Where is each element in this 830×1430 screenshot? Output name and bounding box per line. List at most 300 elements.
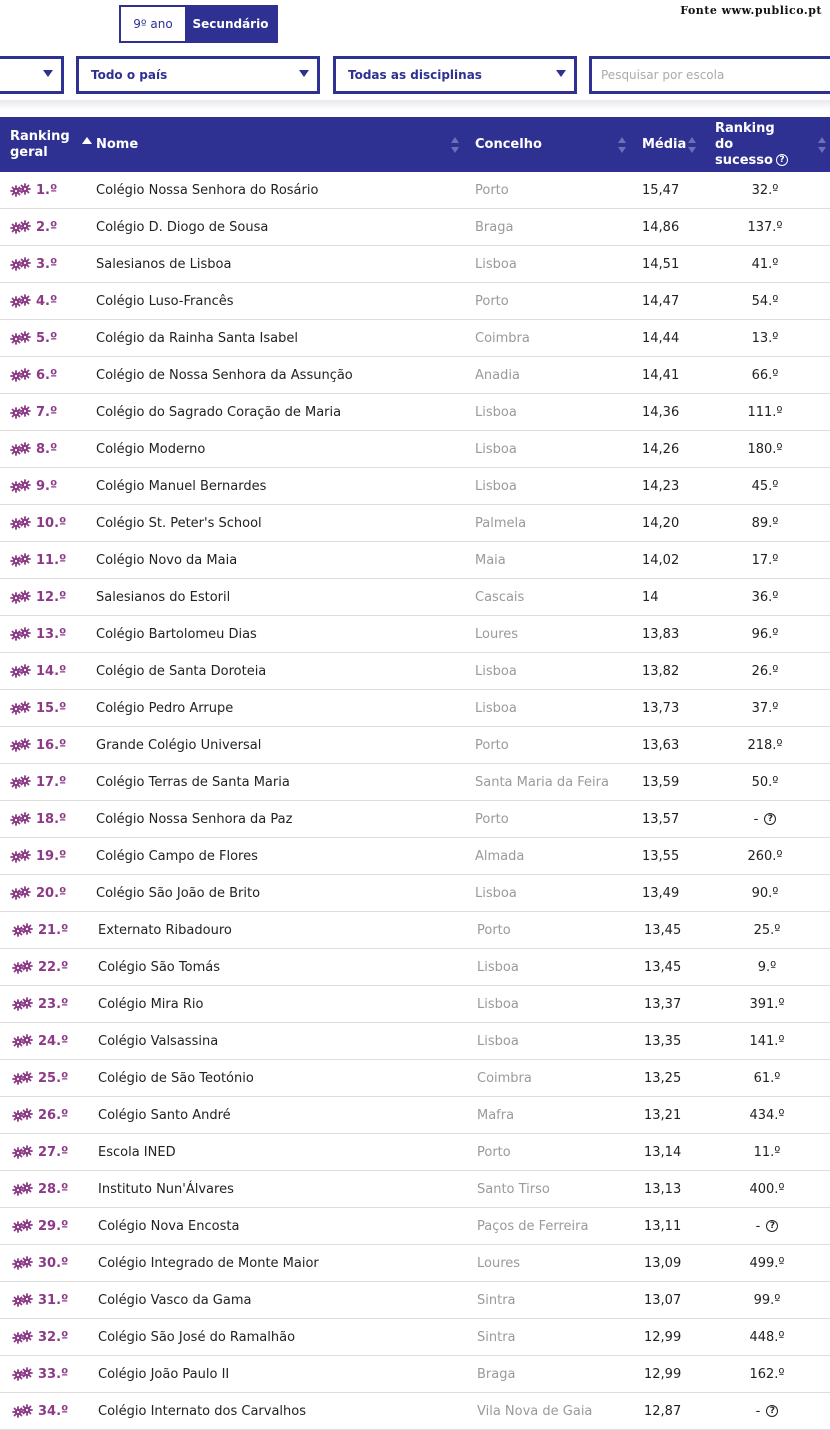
school-success-rank xyxy=(717,912,817,948)
school-success-rank xyxy=(715,690,815,726)
sort-icon[interactable] xyxy=(688,137,696,153)
table-row[interactable] xyxy=(0,1134,830,1171)
row-rank xyxy=(10,505,66,541)
school-name[interactable]: Colégio Manuel Bernardes xyxy=(96,478,267,494)
gears-icon xyxy=(12,1108,34,1122)
help-icon[interactable]: ? xyxy=(764,813,776,825)
table-row[interactable] xyxy=(0,394,830,431)
school-concelho: Palmela xyxy=(475,515,527,531)
school-name[interactable]: Colégio Luso-Francês xyxy=(96,293,234,309)
row-rank xyxy=(12,1060,68,1096)
table-row[interactable] xyxy=(0,1319,830,1356)
school-name[interactable]: Colégio Vasco da Gama xyxy=(98,1292,252,1308)
row-rank xyxy=(10,764,66,800)
table-row[interactable] xyxy=(0,431,830,468)
gears-icon xyxy=(10,849,32,863)
gears-icon xyxy=(12,1330,34,1344)
school-media: 13,25 xyxy=(644,1070,682,1086)
school-media: 14,51 xyxy=(642,256,680,272)
school-concelho: Coimbra xyxy=(475,330,530,346)
rank-value: 5.º xyxy=(36,330,58,346)
gears-icon xyxy=(12,1182,34,1196)
school-concelho: Lisboa xyxy=(477,959,519,975)
gears-icon xyxy=(10,701,32,715)
school-concelho: Sintra xyxy=(477,1292,516,1308)
school-media: 13,21 xyxy=(644,1107,682,1123)
row-rank xyxy=(12,1282,68,1318)
table-row[interactable] xyxy=(0,542,830,579)
school-name[interactable]: Colégio Internato dos Carvalhos xyxy=(98,1403,306,1419)
school-concelho: Porto xyxy=(475,737,509,753)
school-success-rank xyxy=(717,1319,817,1355)
toggle-secundario[interactable]: Secundário xyxy=(185,7,276,41)
rank-value: 34.º xyxy=(38,1403,69,1419)
success-value: - xyxy=(753,811,759,827)
school-media: 13,45 xyxy=(644,922,682,938)
gears-icon xyxy=(10,775,32,789)
success-value: 218.º xyxy=(747,737,783,753)
gears-icon xyxy=(12,1219,34,1233)
table-row[interactable] xyxy=(0,1245,830,1282)
row-rank xyxy=(12,1171,68,1207)
table-row[interactable] xyxy=(0,1060,830,1097)
school-name[interactable]: Colégio Novo da Maia xyxy=(96,552,238,568)
table-row[interactable] xyxy=(0,1356,830,1393)
success-value: 180.º xyxy=(747,441,783,457)
success-value: 37.º xyxy=(751,700,779,716)
school-concelho: Porto xyxy=(477,1144,511,1160)
gears-icon xyxy=(10,183,32,197)
school-media: 13,73 xyxy=(642,700,680,716)
rank-value: 19.º xyxy=(36,848,67,864)
filter-select-region[interactable] xyxy=(76,56,320,94)
school-name[interactable]: Salesianos do Estoril xyxy=(96,589,231,605)
success-value: 45.º xyxy=(751,478,779,494)
school-concelho: Lisboa xyxy=(475,885,517,901)
table-row[interactable] xyxy=(0,172,830,209)
school-success-rank xyxy=(715,801,815,837)
school-success-rank xyxy=(717,986,817,1022)
toggle-9-ano[interactable]: 9º ano xyxy=(121,7,185,41)
school-name[interactable]: Colégio da Rainha Santa Isabel xyxy=(96,330,298,346)
school-name[interactable]: Colégio Moderno xyxy=(96,441,206,457)
school-name[interactable]: Colégio Campo de Flores xyxy=(96,848,258,864)
school-success-rank xyxy=(715,542,815,578)
table-row[interactable] xyxy=(0,1393,830,1430)
table-header xyxy=(0,117,830,172)
gears-icon xyxy=(12,1145,34,1159)
row-rank xyxy=(10,246,57,282)
rank-value: 25.º xyxy=(38,1070,69,1086)
table-row[interactable] xyxy=(0,579,830,616)
gears-icon xyxy=(10,664,32,678)
gears-icon xyxy=(12,1256,34,1270)
success-value: 17.º xyxy=(751,552,779,568)
school-media: 14,86 xyxy=(642,219,680,235)
row-rank xyxy=(10,801,66,837)
row-rank xyxy=(10,838,66,874)
help-icon[interactable]: ? xyxy=(766,1405,778,1417)
table-row[interactable] xyxy=(0,320,830,357)
table-row[interactable] xyxy=(0,912,830,949)
row-rank xyxy=(12,1319,68,1355)
school-success-rank xyxy=(715,653,815,689)
school-name[interactable]: Colégio São José do Ramalhão xyxy=(98,1329,296,1345)
sort-icon[interactable] xyxy=(618,137,626,153)
gears-icon xyxy=(10,812,32,826)
success-value: 90.º xyxy=(751,885,779,901)
school-name[interactable]: Colégio Santo André xyxy=(98,1107,231,1123)
school-concelho: Coimbra xyxy=(477,1070,532,1086)
row-rank xyxy=(12,1245,68,1281)
school-success-rank xyxy=(715,283,815,319)
source-credit: Fonte www.publico.pt xyxy=(680,4,822,17)
row-rank xyxy=(10,616,66,652)
school-media: 13,55 xyxy=(642,848,680,864)
table-row[interactable] xyxy=(0,1097,830,1134)
row-rank xyxy=(12,986,68,1022)
school-success-rank xyxy=(717,1171,817,1207)
school-media: 13,45 xyxy=(644,959,682,975)
table-row[interactable] xyxy=(0,1171,830,1208)
row-rank xyxy=(12,1097,68,1133)
school-concelho: Lisboa xyxy=(475,700,517,716)
success-value: 400.º xyxy=(749,1181,785,1197)
success-value: 36.º xyxy=(751,589,779,605)
gears-icon xyxy=(10,479,32,493)
row-rank xyxy=(10,209,57,245)
table-row[interactable] xyxy=(0,949,830,986)
gears-icon xyxy=(10,368,32,382)
rank-value: 16.º xyxy=(36,737,67,753)
rank-value: 14.º xyxy=(36,663,67,679)
school-success-rank xyxy=(717,1097,817,1133)
rank-value: 8.º xyxy=(36,441,58,457)
school-success-rank xyxy=(717,1208,817,1244)
school-media: 12,87 xyxy=(644,1403,682,1419)
gears-icon xyxy=(12,997,34,1011)
gears-icon xyxy=(10,294,32,308)
gears-icon xyxy=(12,1071,34,1085)
school-success-rank xyxy=(715,357,815,393)
row-rank xyxy=(12,1208,68,1244)
rank-value: 27.º xyxy=(38,1144,69,1160)
success-value: 434.º xyxy=(749,1107,785,1123)
school-name[interactable]: Colégio de Santa Doroteia xyxy=(96,663,267,679)
level-toggle xyxy=(119,5,278,43)
school-name[interactable]: Colégio Pedro Arrupe xyxy=(96,700,234,716)
school-media: 13,35 xyxy=(644,1033,682,1049)
row-rank xyxy=(10,579,66,615)
school-name[interactable]: Grande Colégio Universal xyxy=(96,737,262,753)
row-rank xyxy=(10,431,57,467)
school-media: 14,23 xyxy=(642,478,680,494)
school-success-rank xyxy=(715,875,815,911)
row-rank xyxy=(12,1393,68,1429)
school-concelho: Loures xyxy=(475,626,519,642)
school-media: 13,37 xyxy=(644,996,682,1012)
success-value: 50.º xyxy=(751,774,779,790)
school-name[interactable]: Escola INED xyxy=(98,1144,176,1160)
school-concelho: Braga xyxy=(475,219,514,235)
school-success-rank xyxy=(717,949,817,985)
school-media: 13,11 xyxy=(644,1218,682,1234)
school-name[interactable]: Colégio Nossa Senhora do Rosário xyxy=(96,182,319,198)
column-media-label: Média xyxy=(642,136,687,152)
row-rank xyxy=(10,875,66,911)
school-media: 13,63 xyxy=(642,737,680,753)
table-row[interactable] xyxy=(0,986,830,1023)
school-media: 13,83 xyxy=(642,626,680,642)
rank-value: 18.º xyxy=(36,811,67,827)
gears-icon xyxy=(10,590,32,604)
row-rank xyxy=(10,320,57,356)
school-name[interactable]: Colégio Mira Rio xyxy=(98,996,204,1012)
school-concelho: Mafra xyxy=(477,1107,515,1123)
gears-icon xyxy=(10,442,32,456)
gears-icon xyxy=(12,1293,34,1307)
sort-icon[interactable] xyxy=(451,137,459,153)
school-concelho: Santa Maria da Feira xyxy=(475,774,609,790)
gears-icon xyxy=(10,627,32,641)
rank-value: 33.º xyxy=(38,1366,69,1382)
row-rank xyxy=(12,912,68,948)
school-name[interactable]: Colégio Bartolomeu Dias xyxy=(96,626,257,642)
search-input[interactable] xyxy=(589,56,830,94)
table-body xyxy=(0,172,830,1430)
school-media: 14,47 xyxy=(642,293,680,309)
rank-value: 21.º xyxy=(38,922,69,938)
school-success-rank xyxy=(715,764,815,800)
school-media: 13,82 xyxy=(642,663,680,679)
success-value: 25.º xyxy=(753,922,781,938)
success-value: 99.º xyxy=(753,1292,781,1308)
table-row[interactable] xyxy=(0,1023,830,1060)
success-value: 162.º xyxy=(749,1366,785,1382)
school-success-rank xyxy=(717,1245,817,1281)
school-name[interactable]: Colégio Nossa Senhora da Paz xyxy=(96,811,293,827)
table-row[interactable] xyxy=(0,727,830,764)
table-row[interactable] xyxy=(0,875,830,912)
school-media: 15,47 xyxy=(642,182,680,198)
school-concelho: Anadia xyxy=(475,367,520,383)
column-header-success[interactable] xyxy=(715,117,795,172)
school-media: 14,20 xyxy=(642,515,680,531)
sort-ascending-icon xyxy=(82,137,92,144)
rank-value: 4.º xyxy=(36,293,58,309)
table-row[interactable] xyxy=(0,468,830,505)
rank-value: 22.º xyxy=(38,959,69,975)
school-name[interactable]: Colégio Integrado de Monte Maior xyxy=(98,1255,319,1271)
school-concelho: Lisboa xyxy=(475,404,517,420)
school-name[interactable]: Colégio D. Diogo de Sousa xyxy=(96,219,269,235)
gears-icon xyxy=(10,331,32,345)
school-concelho: Maia xyxy=(475,552,506,568)
school-name[interactable]: Colégio Nova Encosta xyxy=(98,1218,240,1234)
help-icon[interactable]: ? xyxy=(776,154,788,166)
success-value: 9.º xyxy=(757,959,777,975)
school-success-rank xyxy=(715,320,815,356)
gears-icon xyxy=(10,220,32,234)
school-success-rank xyxy=(715,394,815,430)
row-rank xyxy=(12,1356,68,1392)
school-concelho: Braga xyxy=(477,1366,516,1382)
school-media: 12,99 xyxy=(644,1329,682,1345)
rank-value: 12.º xyxy=(36,589,67,605)
success-value: 26.º xyxy=(751,663,779,679)
column-header-concelho[interactable] xyxy=(475,117,542,172)
rank-value: 11.º xyxy=(36,552,67,568)
table-row[interactable] xyxy=(0,690,830,727)
sort-icon[interactable] xyxy=(818,137,826,153)
column-header-media[interactable] xyxy=(642,117,686,172)
rank-value: 17.º xyxy=(36,774,67,790)
school-name[interactable]: Externato Ribadouro xyxy=(98,922,232,938)
row-rank xyxy=(10,357,57,393)
rank-value: 6.º xyxy=(36,367,58,383)
rank-value: 31.º xyxy=(38,1292,69,1308)
gears-icon xyxy=(10,886,32,900)
filter-select-first[interactable] xyxy=(0,56,64,94)
row-rank xyxy=(12,1134,68,1170)
table-row[interactable] xyxy=(0,246,830,283)
school-success-rank xyxy=(715,209,815,245)
school-concelho: Porto xyxy=(477,922,511,938)
row-rank xyxy=(12,949,68,985)
school-concelho: Lisboa xyxy=(475,478,517,494)
rank-value: 13.º xyxy=(36,626,67,642)
rank-value: 28.º xyxy=(38,1181,69,1197)
school-success-rank xyxy=(717,1023,817,1059)
school-concelho: Lisboa xyxy=(477,996,519,1012)
table-row[interactable] xyxy=(0,653,830,690)
row-rank xyxy=(12,1023,68,1059)
school-concelho: Loures xyxy=(477,1255,521,1271)
school-success-rank xyxy=(717,1060,817,1096)
success-value: 137.º xyxy=(747,219,783,235)
gears-icon xyxy=(10,738,32,752)
school-concelho: Vila Nova de Gaia xyxy=(477,1403,593,1419)
rank-value: 7.º xyxy=(36,404,58,420)
school-media: 14 xyxy=(642,589,659,605)
school-success-rank xyxy=(717,1393,817,1429)
school-name[interactable]: Salesianos de Lisboa xyxy=(96,256,232,272)
table-row[interactable] xyxy=(0,1208,830,1245)
school-success-rank xyxy=(717,1134,817,1170)
row-rank xyxy=(10,690,66,726)
school-media: 13,59 xyxy=(642,774,680,790)
school-name[interactable]: Colégio de São Teotónio xyxy=(98,1070,254,1086)
success-value: 111.º xyxy=(747,404,783,420)
rank-value: 15.º xyxy=(36,700,67,716)
gears-icon xyxy=(12,960,34,974)
table-row[interactable] xyxy=(0,764,830,801)
table-row[interactable] xyxy=(0,616,830,653)
rank-value: 23.º xyxy=(38,996,69,1012)
school-media: 13,49 xyxy=(642,885,680,901)
school-media: 14,44 xyxy=(642,330,680,346)
table-row[interactable] xyxy=(0,505,830,542)
rank-value: 26.º xyxy=(38,1107,69,1123)
rank-value: 20.º xyxy=(36,885,67,901)
table-row[interactable] xyxy=(0,209,830,246)
row-rank xyxy=(10,394,57,430)
chevron-down-icon xyxy=(43,70,53,77)
gears-icon xyxy=(12,1034,34,1048)
school-media: 14,02 xyxy=(642,552,680,568)
table-row[interactable] xyxy=(0,838,830,875)
school-name[interactable]: Colégio St. Peter's School xyxy=(96,515,262,531)
rank-value: 2.º xyxy=(36,219,58,235)
rank-value: 24.º xyxy=(38,1033,69,1049)
school-media: 13,07 xyxy=(644,1292,682,1308)
school-name[interactable]: Colégio Valsassina xyxy=(98,1033,219,1049)
school-concelho: Lisboa xyxy=(477,1033,519,1049)
school-media: 14,41 xyxy=(642,367,680,383)
school-name[interactable]: Colégio Terras de Santa Maria xyxy=(96,774,290,790)
school-media: 13,13 xyxy=(644,1181,682,1197)
column-success-text: Ranking do sucesso xyxy=(715,120,775,168)
school-name[interactable]: Instituto Nun'Álvares xyxy=(98,1181,234,1197)
school-name[interactable]: Colégio São João de Brito xyxy=(96,885,261,901)
school-concelho: Lisboa xyxy=(475,441,517,457)
rank-value: 29.º xyxy=(38,1218,69,1234)
success-value: 13.º xyxy=(751,330,779,346)
school-concelho: Lisboa xyxy=(475,256,517,272)
school-name[interactable]: Colégio São Tomás xyxy=(98,959,220,975)
success-value: 66.º xyxy=(751,367,779,383)
filter-region-label: Todo o país xyxy=(91,68,168,82)
table-row[interactable] xyxy=(0,357,830,394)
school-media: 13,09 xyxy=(644,1255,682,1271)
school-name[interactable]: Colégio do Sagrado Coração de Maria xyxy=(96,404,342,420)
table-row[interactable] xyxy=(0,801,830,838)
column-success-label xyxy=(715,121,795,169)
gears-icon xyxy=(12,1404,34,1418)
school-name[interactable]: Colégio de Nossa Senhora da Assunção xyxy=(96,367,353,383)
filter-select-discipline[interactable] xyxy=(333,56,577,94)
row-rank xyxy=(10,727,66,763)
school-media: 13,14 xyxy=(644,1144,682,1160)
school-media: 14,26 xyxy=(642,441,680,457)
success-value: 54.º xyxy=(751,293,779,309)
school-media: 14,36 xyxy=(642,404,680,420)
chevron-down-icon xyxy=(556,70,566,77)
rank-value: 1.º xyxy=(36,182,58,198)
school-name[interactable]: Colégio João Paulo II xyxy=(98,1366,230,1382)
school-concelho: Porto xyxy=(475,182,509,198)
school-success-rank xyxy=(715,579,815,615)
success-value: 41.º xyxy=(751,256,779,272)
row-rank xyxy=(10,172,57,208)
school-concelho: Lisboa xyxy=(475,663,517,679)
table-row[interactable] xyxy=(0,283,830,320)
success-value: 260.º xyxy=(747,848,783,864)
school-media: 13,57 xyxy=(642,811,680,827)
success-value: 96.º xyxy=(751,626,779,642)
divider xyxy=(0,100,830,110)
school-concelho: Almada xyxy=(475,848,525,864)
column-header-name[interactable] xyxy=(96,117,138,172)
school-success-rank xyxy=(717,1356,817,1392)
success-value: 89.º xyxy=(751,515,779,531)
help-icon[interactable]: ? xyxy=(766,1220,778,1232)
table-row[interactable] xyxy=(0,1282,830,1319)
row-rank xyxy=(10,283,57,319)
filter-discipline-label: Todas as disciplinas xyxy=(348,68,482,82)
column-header-rank[interactable] xyxy=(10,117,85,172)
school-concelho: Cascais xyxy=(475,589,525,605)
